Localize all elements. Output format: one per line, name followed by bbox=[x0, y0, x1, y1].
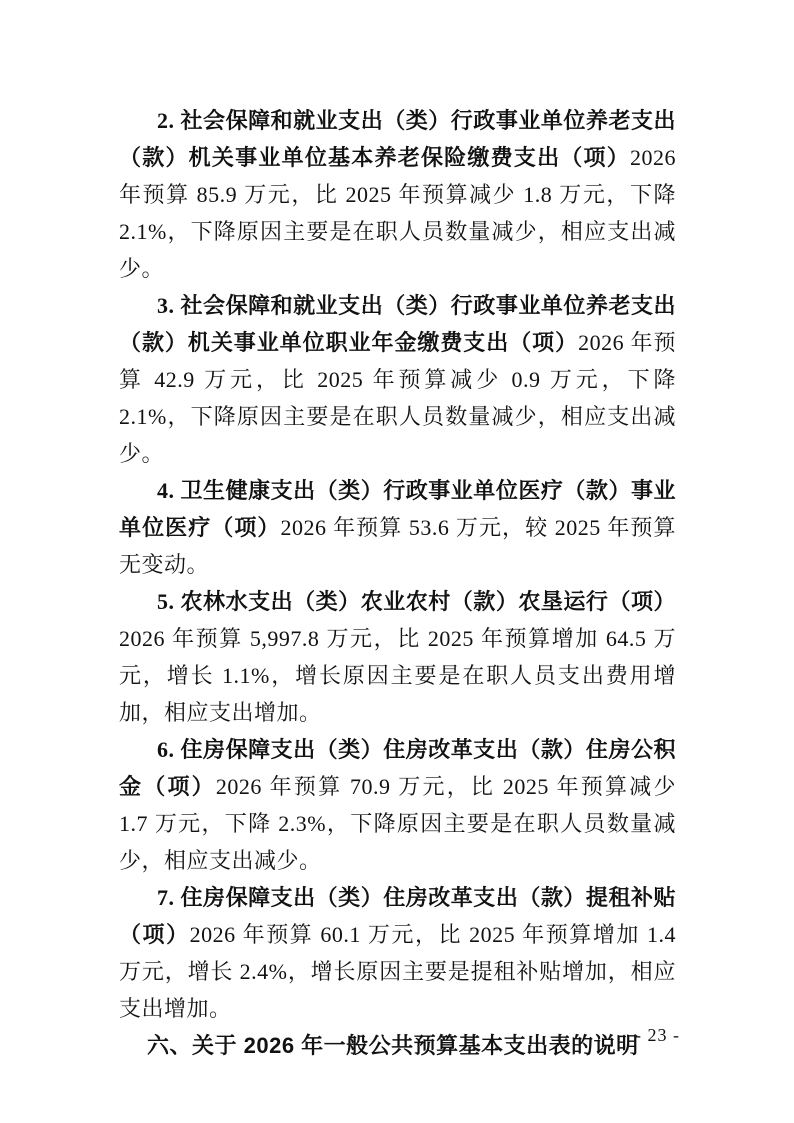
item-heading-text: 3. 社会保障和就业支出（类）行政事业单位养老支出（款）机关事业单位职业年金缴费支出（项） bbox=[119, 293, 676, 355]
budget-item-paragraph bbox=[119, 102, 676, 287]
item-heading-text: 4. 卫生健康支出（类）行政事业单位医疗（款）事业单位医疗（项） bbox=[119, 478, 676, 540]
budget-item-paragraph bbox=[119, 287, 676, 472]
budget-item-paragraph bbox=[119, 472, 676, 583]
document-content bbox=[119, 102, 676, 1064]
item-body-text: 2026 年预算 5,997.8 万元，比 2025 年预算增加 64.5 万元，增长 1.1%，增长原因主要是在职人员支出费用增加，相应支出增加。 bbox=[119, 626, 676, 725]
item-body-text: 2026 年预算 85.9 万元，比 2025 年预算减少 1.8 万元，下降 2.1%，下降原因主要是在职人员数量减少，相应支出减少。 bbox=[119, 145, 676, 281]
item-body-text: 2026 年预算 42.9 万元，比 2025 年预算减少 0.9 万元，下降 2.1%，下降原因主要是在职人员数量减少，相应支出减少。 bbox=[119, 330, 676, 466]
item-heading-text: 7. 住房保障支出（类）住房改革支出（款）提租补贴（项） bbox=[119, 885, 676, 947]
budget-item-paragraph bbox=[119, 879, 676, 1027]
budget-item-paragraph bbox=[119, 583, 676, 731]
item-heading-text: 5. 农林水支出（类）农业农村（款）农垦运行（项） bbox=[157, 589, 676, 614]
page-number: - 23 - bbox=[635, 1025, 680, 1045]
item-heading-text: 2. 社会保障和就业支出（类）行政事业单位养老支出（款）机关事业单位基本养老保险缴费支出（项） bbox=[119, 108, 676, 170]
item-heading-text: 6. 住房保障支出（类）住房改革支出（款）住房公积金（项） bbox=[119, 737, 676, 799]
item-body-text: 2026 年预算 70.9 万元，比 2025 年预算减少 1.7 万元，下降 2.3%，下降原因主要是在职人员数量减少，相应支出减少。 bbox=[119, 774, 676, 873]
section-heading: 六、关于 2026 年一般公共预算基本支出表的说明 bbox=[147, 1033, 639, 1058]
item-body-text: 2026 年预算 53.6 万元，较 2025 年预算无变动。 bbox=[119, 515, 676, 577]
item-body-text: 2026 年预算 60.1 万元，比 2025 年预算增加 1.4 万元，增长 2.4%，增长原因主要是提租补贴增加，相应支出增加。 bbox=[119, 922, 676, 1021]
budget-item-paragraph bbox=[119, 731, 676, 879]
